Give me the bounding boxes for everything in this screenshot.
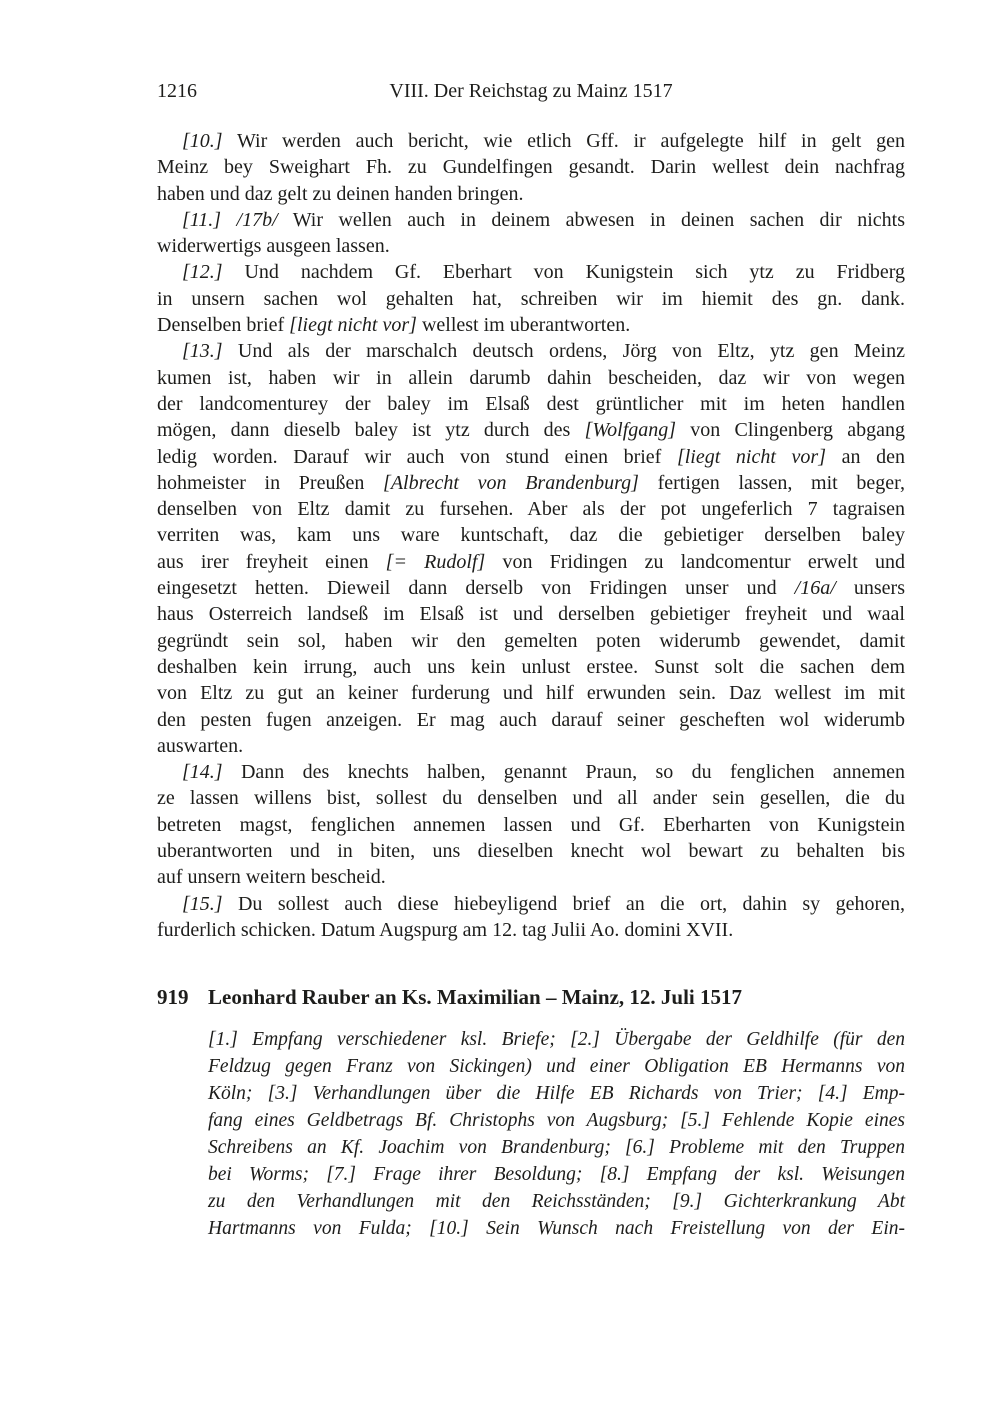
text-line [208, 1027, 905, 1054]
running-head [157, 78, 905, 104]
text-segment: haus Osterreich landseß im Elsaß ist und derselben gebietiger freyheit und waal [157, 603, 905, 626]
text-segment: zu den Verhandlungen mit den Reichsständen; [9.] Gichterkrankung Abt [208, 1190, 905, 1212]
text-segment: Denselben brief [157, 314, 290, 337]
text-segment: gegründt sein sol, haben wir den gemelten poten widerumb gewendet, damit [157, 629, 905, 652]
text-line [157, 654, 905, 680]
text-segment: deshalben kein irrung, auch uns kein unlust erstee. Sunst solt die sachen dem [157, 655, 905, 678]
text-segment: hohmeister in Preußen [157, 471, 384, 494]
text-line [157, 707, 905, 733]
italic-segment: [15.] [182, 892, 223, 915]
text-line [157, 575, 905, 601]
text-segment: Dann des knechts halben, genannt Praun, so du fenglichen annemen [222, 761, 905, 784]
text-segment: Wir werden auch bericht, wie etlich Gff. ir aufgelegte hilf in gelt gen [222, 130, 905, 152]
text-segment: in unsern sachen wol gehalten hat, schreiben wir im hiemit des gn. dank. [157, 287, 905, 310]
text-line [157, 628, 905, 654]
text-line [157, 496, 905, 522]
text-segment: denselben von Eltz damit zu fursehen. Aber als der pot ungeferlich 7 tagraisen [157, 498, 905, 521]
text-segment: aus irer freyheit einen [157, 550, 386, 573]
letter-text [157, 128, 905, 943]
text-segment: eingesetzt hetten. Dieweil dann derselb von Fridingen unser und [157, 577, 795, 600]
text-segment: bei Worms; [7.] Frage ihrer Besoldung; [8.] Empfang der ksl. Weisungen [208, 1163, 905, 1185]
text-column [157, 78, 905, 1242]
text-line [157, 733, 905, 759]
italic-segment: [Wolfgang] [584, 419, 677, 442]
text-segment: Meinz bey Sweighart Fh. zu Gundelfingen gesandt. Darin wellest dein nachfrag [157, 156, 905, 179]
text-line [157, 207, 905, 233]
text-segment: betreten magst, fenglichen annemen lassen und Gf. Eberharten von Kunigstein [157, 813, 905, 836]
italic-segment: [13.] [182, 340, 223, 363]
entry-number: 919 [157, 985, 189, 1010]
italic-segment: [= Rudolf] [385, 550, 486, 573]
italic-segment: [Albrecht von Brandenburg] [383, 471, 639, 494]
text-line [157, 312, 905, 338]
entry-heading [157, 983, 905, 1011]
italic-segment: [14.] [182, 761, 223, 784]
text-segment: den pesten fugen anzeigen. Er mag auch darauf seiner gescheften wol widerumb [157, 708, 905, 731]
italic-segment: [12.] [182, 261, 223, 284]
entry-title: Leonhard Rauber an Ks. Maximilian – Mainz, 12. Juli 1517 [208, 985, 742, 1010]
text-line [157, 522, 905, 548]
text-line [157, 680, 905, 706]
text-line [157, 181, 905, 207]
text-segment: Du sollest auch diese hiebeyligend brief an die ort, dahin sy gehoren, [222, 892, 905, 915]
paragraph [157, 759, 905, 890]
text-segment: der landcomenturey der baley im Elsaß dest grüntlicher mit im heten handlen [157, 392, 905, 415]
text-line [157, 444, 905, 470]
text-segment: widerwertigs ausgeen lassen. [157, 235, 390, 258]
text-line [157, 391, 905, 417]
text-line [157, 601, 905, 627]
text-segment: haben und daz gelt zu deinen handen bringen. [157, 182, 524, 205]
text-line [208, 1108, 905, 1135]
italic-segment: /16a/ [794, 577, 836, 600]
entry-summary [208, 1027, 905, 1242]
italic-segment: [10.] [182, 130, 223, 152]
text-line [157, 838, 905, 864]
text-segment: von Fridingen zu landcomentur erwelt und [485, 550, 905, 573]
paragraph [157, 338, 905, 759]
text-line [208, 1189, 905, 1216]
running-head-title: VIII. Der Reichstag zu Mainz 1517 [389, 80, 673, 102]
text-line [157, 128, 905, 154]
text-line [157, 338, 905, 364]
text-segment: [1.] Empfang verschiedener ksl. Briefe; [2.] Übergabe der Geldhilfe (für den [208, 1029, 905, 1051]
paragraph [157, 259, 905, 338]
paragraph [157, 128, 905, 207]
text-line [157, 864, 905, 890]
text-line [208, 1135, 905, 1162]
text-segment: furderlich schicken. Datum Augspurg am 12. tag Julii Ao. domini XVII. [157, 918, 734, 941]
text-line [157, 365, 905, 391]
text-segment: uberantworten und in biten, uns dieselben knecht wol bewart zu behalten bis [157, 840, 905, 863]
text-line [157, 812, 905, 838]
text-segment: an den [826, 445, 906, 468]
text-segment: auf unsern weitern bescheid. [157, 866, 386, 889]
text-line [157, 233, 905, 259]
text-line [157, 759, 905, 785]
text-segment: Feldzug gegen Franz von Sickingen) und einer Obligation EB Hermanns von [208, 1056, 905, 1078]
text-line [208, 1216, 905, 1243]
page-number: 1216 [157, 80, 197, 102]
text-line [157, 891, 905, 917]
text-segment: von Clingenberg abgang [676, 419, 905, 442]
italic-segment: [11.] /17b/ [182, 208, 278, 231]
text-segment: Und nachdem Gf. Eberhart von Kunigstein sich ytz zu Fridberg [222, 261, 905, 284]
text-segment: Und als der marschalch deutsch ordens, Jörg von Eltz, ytz gen Meinz [222, 340, 905, 363]
text-segment: Wir wellen auch in deinem abwesen in deinen sachen dir nichts [277, 208, 905, 231]
text-segment: fertigen lassen, mit beger, [638, 471, 905, 494]
text-line [157, 917, 905, 943]
text-line [157, 470, 905, 496]
text-segment: ze lassen willens bist, sollest du denselben und all ander sein gesellen, die du [157, 787, 905, 810]
text-segment: mögen, dann dieselb baley ist ytz durch des [157, 419, 585, 442]
text-line [157, 549, 905, 575]
text-segment: Schreibens an Kf. Joachim von Brandenburg; [6.] Probleme mit den Truppen [208, 1136, 905, 1158]
text-line [157, 785, 905, 811]
text-line [157, 259, 905, 285]
italic-segment: [liegt nicht vor] [676, 445, 826, 468]
text-segment: ledig worden. Darauf wir auch von stund einen brief [157, 445, 677, 468]
paragraph [157, 891, 905, 944]
text-segment: auswarten. [157, 734, 244, 757]
italic-segment: [liegt nicht vor] [289, 314, 417, 337]
text-segment: fang eines Geldbetrags Bf. Christophs von Augsburg; [5.] Fehlende Kopie eines [208, 1109, 905, 1131]
text-segment: Köln; [3.] Verhandlungen über die Hilfe EB Richards von Trier; [4.] Emp- [208, 1083, 905, 1105]
text-line [157, 286, 905, 312]
text-line [208, 1162, 905, 1189]
text-line [208, 1081, 905, 1108]
text-line [208, 1054, 905, 1081]
text-segment: von Eltz zu gut an keiner furderung und hilf erwunden sein. Daz wellest im mit [157, 682, 905, 705]
paragraph [157, 207, 905, 260]
text-segment: verriten was, kam uns ware kuntschaft, daz die gebietiger derselben baley [157, 524, 905, 547]
text-line [157, 154, 905, 180]
text-segment: wellest im uberantworten. [416, 314, 631, 337]
text-segment: unsers [835, 577, 905, 600]
text-segment: Hartmanns von Fulda; [10.] Sein Wunsch nach Freistellung von der Ein- [208, 1217, 905, 1239]
text-segment: kumen ist, haben wir in allein darumb dahin bescheiden, daz wir von wegen [157, 366, 905, 389]
text-line [157, 417, 905, 443]
